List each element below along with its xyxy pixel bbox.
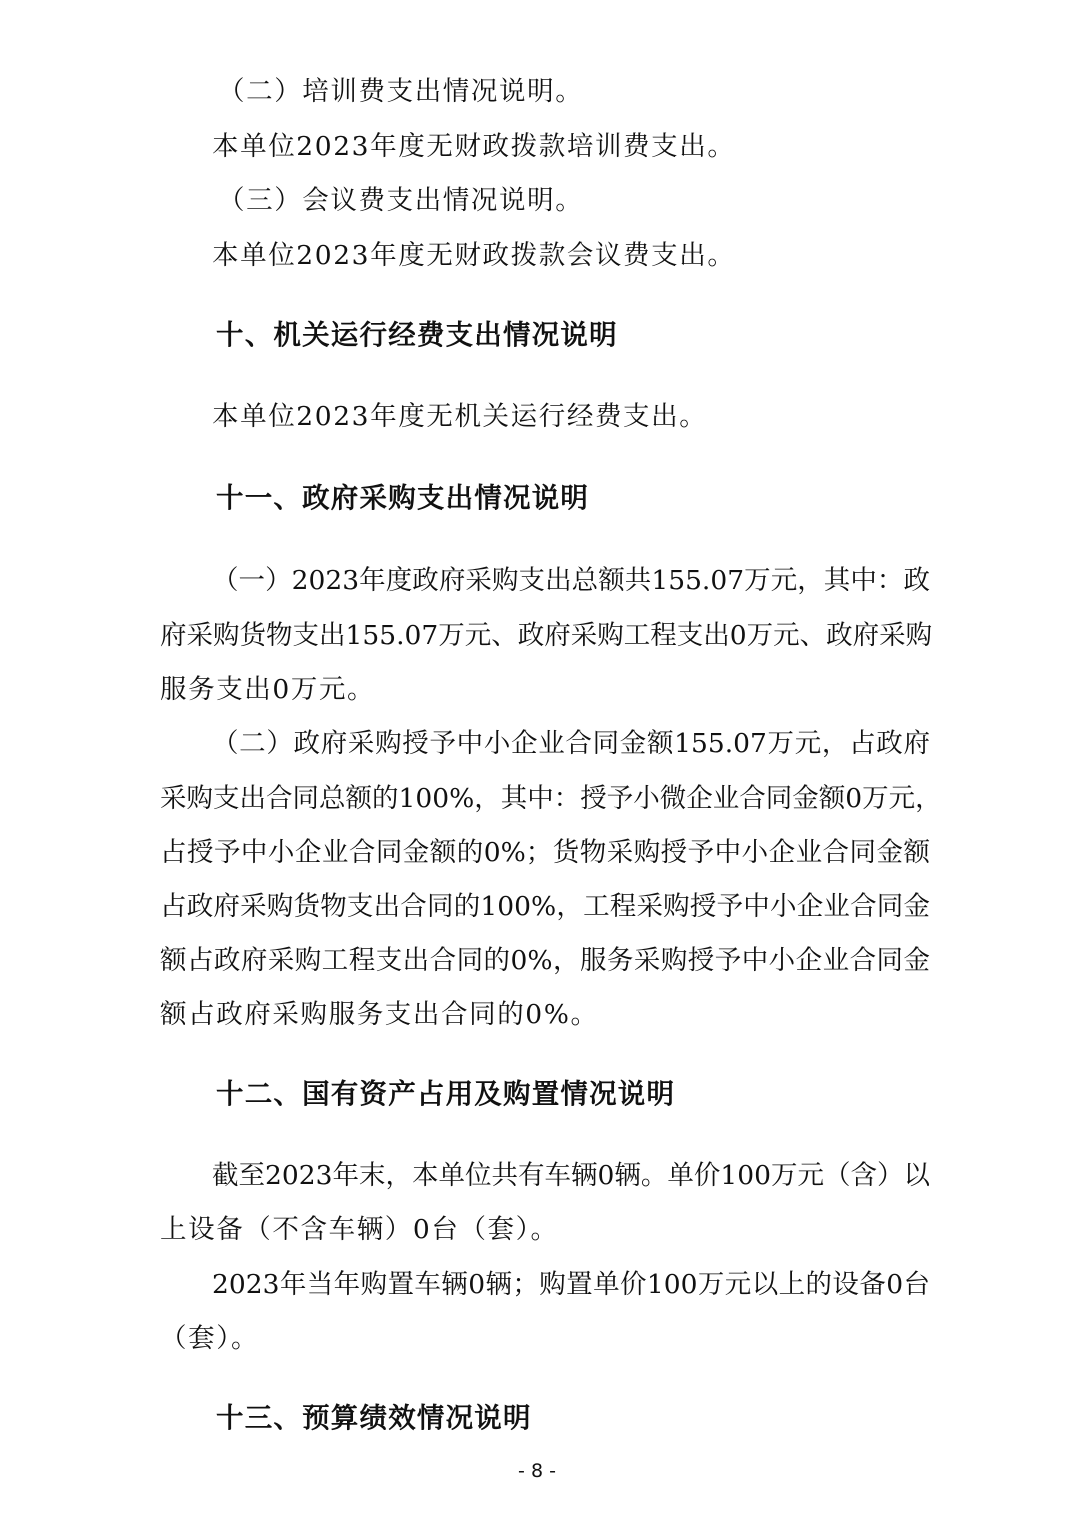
subsection-title-training: （二）培训费支出情况说明。 xyxy=(218,76,584,107)
paragraph-11-2-line: 额占政府采购工程支出合同的0%，服务采购授予中小企业合同金 xyxy=(160,945,930,976)
section-heading-11: 十一、政府采购支出情况说明 xyxy=(216,482,590,514)
paragraph-12-1-line: 截至2023年末，本单位共有车辆0辆。单价100万元（含）以 xyxy=(212,1160,930,1191)
paragraph-11-2-line: 占授予中小企业合同金额的0%；货物采购授予中小企业合同金额 xyxy=(160,837,930,868)
section-heading-10: 十、机关运行经费支出情况说明 xyxy=(216,319,618,351)
section-heading-12: 十二、国有资产占用及购置情况说明 xyxy=(216,1078,676,1110)
paragraph-11-1-line: 服务支出0万元。 xyxy=(160,674,376,705)
paragraph-11-2-line: （二）政府采购授予中小企业合同金额155.07万元，占政府 xyxy=(212,728,930,759)
subsection-title-meeting: （三）会议费支出情况说明。 xyxy=(218,185,584,216)
paragraph-11-2-line: 占政府采购货物支出合同的100%，工程采购授予中小企业合同金 xyxy=(160,891,930,922)
paragraph-12-2-line: （套）。 xyxy=(160,1323,260,1354)
paragraph-11-2-line: 额占政府采购服务支出合同的0%。 xyxy=(160,999,599,1030)
paragraph-10: 本单位2023年度无机关运行经费支出。 xyxy=(212,401,708,432)
paragraph-12-1-line: 上设备（不含车辆）0台（套）。 xyxy=(160,1214,559,1245)
paragraph-meeting: 本单位2023年度无财政拨款会议费支出。 xyxy=(212,240,736,271)
paragraph-11-1-line: 府采购货物支出155.07万元、政府采购工程支出0万元、政府采购 xyxy=(160,620,933,651)
paragraph-training: 本单位2023年度无财政拨款培训费支出。 xyxy=(212,131,736,162)
paragraph-12-2-line: 2023年当年购置车辆0辆；购置单价100万元以上的设备0台 xyxy=(212,1269,930,1300)
page-number: - 8 - xyxy=(518,1460,556,1482)
paragraph-11-1-line: （一）2023年度政府采购支出总额共155.07万元，其中：政 xyxy=(212,565,930,596)
paragraph-11-2-line: 采购支出合同总额的100%，其中：授予小微企业合同金额0万元， xyxy=(160,783,942,814)
section-heading-13: 十三、预算绩效情况说明 xyxy=(216,1402,532,1434)
